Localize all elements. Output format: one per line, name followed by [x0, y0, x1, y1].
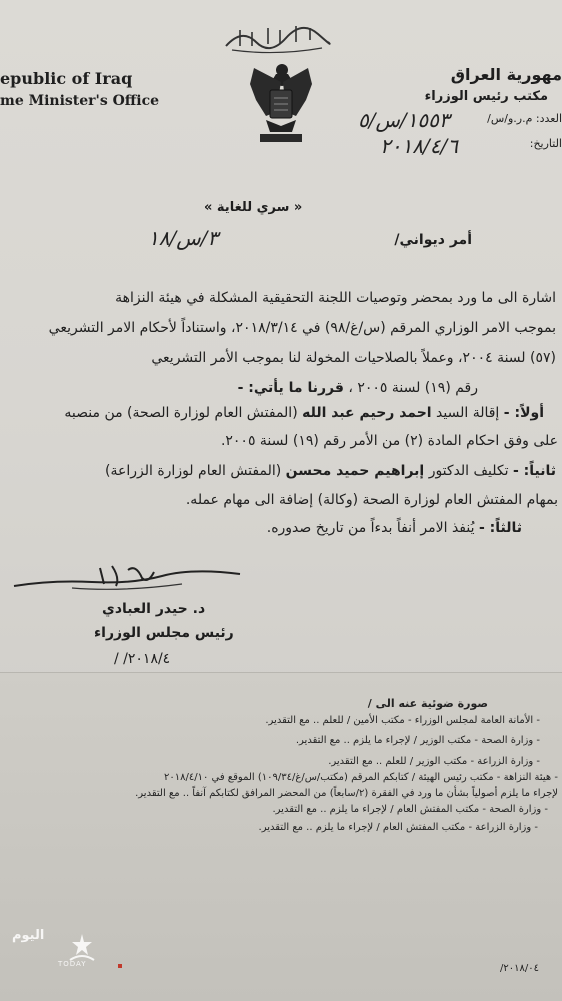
body-line: اشارة الى ما ورد بمحضر وتوصيات اللجنة التحقيقية المشكلة في هيئة النزاهة: [115, 290, 556, 306]
body-text: إقالة السيد: [436, 405, 500, 421]
body-line: (٥٧) لسنة ٢٠٠٤، وعملاً بالصلاحيات المخولة لنا بموجب الأمر التشريعي: [151, 350, 556, 366]
footer-date: ٢٠١٨/٠٤/: [500, 963, 539, 974]
signatory-name: د. حيدر العبادي: [102, 601, 206, 617]
body-line: على وفق احكام المادة (٢) من الأمر رقم (١٩) لسنة ٢٠٠٥.: [220, 433, 558, 449]
watermark-text-english: TODAY: [58, 960, 87, 968]
handwritten-reference-number: ١٥٥٣/س/٥: [358, 108, 450, 132]
watermark-dot: [118, 964, 122, 968]
header-arabic-office: مكتب رئيس الوزراء: [424, 89, 548, 104]
body-line-third: [267, 520, 522, 536]
handwritten-order-number: ٣/س/١٨: [148, 226, 219, 250]
body-text: تكليف الدكتور: [428, 463, 509, 479]
cc-item: - هيئة النزاهة - مكتب رئيس الهيئة / كتابكم المرقم (مكتب/س/غ/١٠٩/٣٤) الموقع في ٢٠١٨/٤/١٠: [163, 772, 558, 783]
signatory-title: رئيس مجلس الوزراء: [94, 625, 234, 641]
cc-item: - وزارة الصحة - مكتب المفتش العام / لإجراء ما يلزم .. مع التقدير.: [272, 804, 548, 815]
body-line-first: [64, 405, 544, 421]
handwritten-signature: [12, 560, 242, 596]
body-line-second: [105, 463, 556, 479]
handwritten-reference-date: ٢٠١٨/٤/٦: [380, 134, 458, 158]
person-name: إبراهيم حميد محسن: [285, 463, 425, 479]
body-line: بموجب الامر الوزاري المرقم (س/غ/٩٨) في ٢٠١٨/٣/١٤، واستناداً لأحكام الامر التشريعي: [48, 320, 556, 336]
cc-heading: صورة ضوئية عنه الى /: [367, 697, 488, 710]
cc-item: - الأمانة العامة لمجلس الوزراء - مكتب الأمين / للعلم .. مع التقدير.: [265, 715, 540, 726]
clause-number-first: أولاً: -: [503, 405, 544, 421]
clause-number-second: ثانياً: -: [512, 463, 556, 479]
clause-number-third: ثالثاً: -: [478, 520, 522, 536]
body-text: (المفتش العام لوزارة الزراعة): [105, 463, 282, 479]
cc-item: - وزارة الزراعة - مكتب الوزير / للعلم .. مع التقدير.: [328, 756, 540, 767]
body-text: رقم (١٩) لسنة ٢٠٠٥ ،: [348, 380, 478, 396]
signature-date: ٢٠١٨/٤/ /: [114, 651, 171, 667]
header-arabic-country: مهورية العراق: [450, 65, 562, 84]
header-english-country: epublic of Iraq: [0, 69, 133, 88]
reference-date-label: التاريخ:: [529, 137, 562, 150]
cc-item: - وزارة الزراعة - مكتب المفتش العام / لإجراء ما يلزم .. مع التقدير.: [258, 822, 538, 833]
diwani-order-label: أمر ديواني/: [394, 232, 472, 248]
cc-item: لإجراء ما يلزم أصولياً بشأن ما ورد في الفقرة (٢/سابعاً) من المحضر المرافق لكتابكم آنفاً .. مع التقدير.: [135, 788, 558, 799]
body-text: يُنفذ الامر أنفاً بدءاً من تاريخ صدوره.: [266, 520, 475, 536]
basmala-calligraphy: [222, 20, 332, 56]
person-name: احمد رحيم عبد الله: [302, 405, 432, 421]
body-line: بمهام المفتش العام لوزارة الصحة (وكالة) إضافة الى مهام عمله.: [185, 492, 558, 508]
body-line: [238, 380, 478, 396]
header-english-office: me Minister's Office: [0, 93, 160, 109]
cc-item: - وزارة الصحة - مكتب الوزير / لإجراء ما يلزم .. مع التقدير.: [295, 735, 540, 746]
iraq-eagle-emblem: [246, 60, 316, 150]
body-text: (المفتش العام لوزارة الصحة) من منصبه: [64, 405, 298, 421]
reference-number-label: العدد: م.ر.و/س/: [487, 112, 562, 125]
decision-heading: قررنا ما يأتي: -: [237, 380, 344, 396]
watermark-text-arabic: اليوم: [12, 928, 45, 943]
classification-label: « سري للغاية »: [204, 200, 303, 215]
